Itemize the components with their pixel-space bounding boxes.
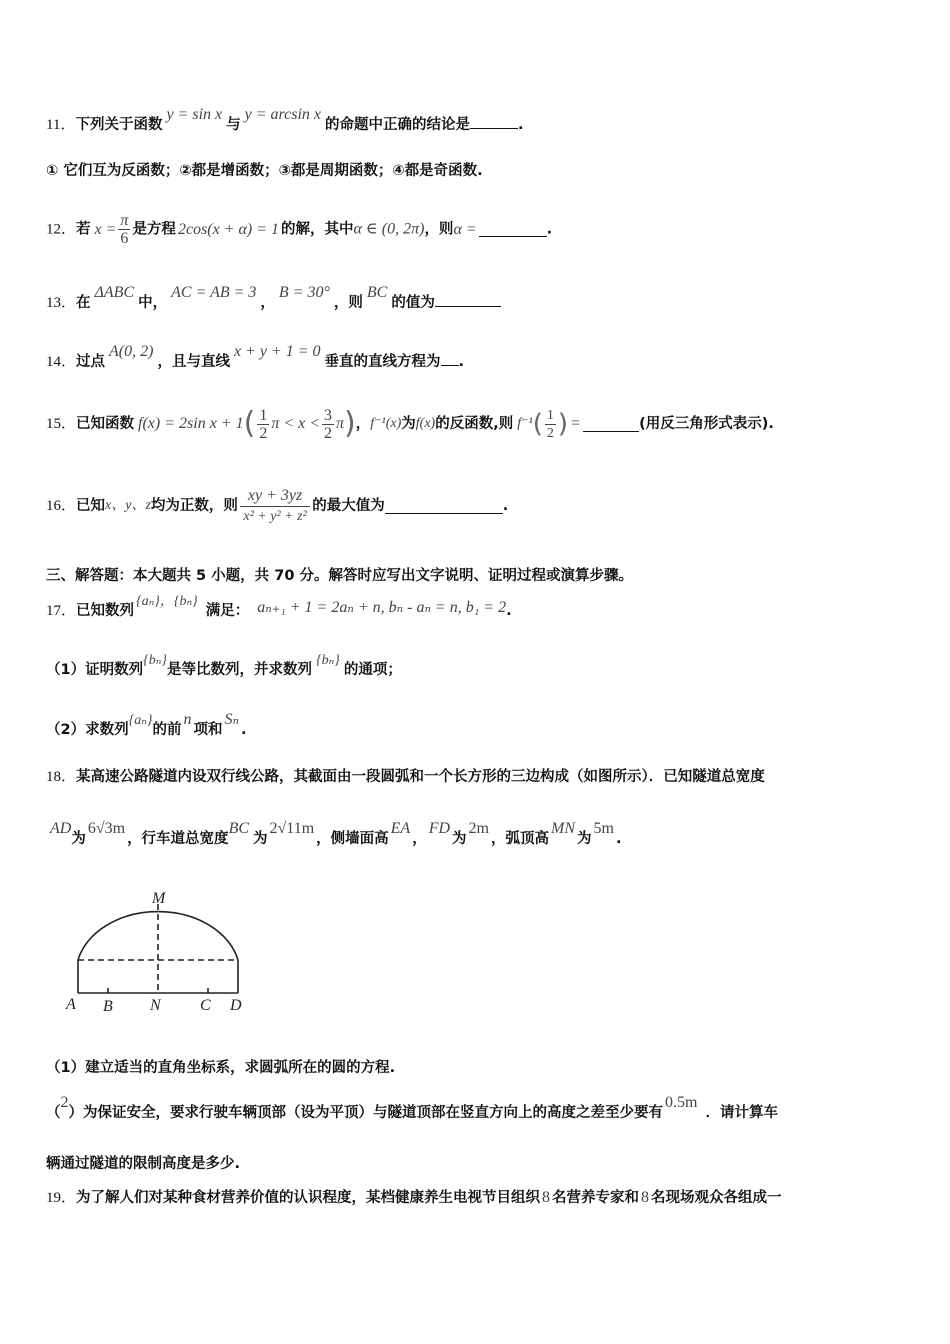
q15-function: f(x) = 2sin x + 1	[138, 415, 244, 432]
q15-frac3-den: 2	[546, 425, 554, 441]
q17-p2-n: n	[183, 711, 192, 728]
q18-w5: ，	[412, 831, 427, 847]
q17-relation: aₙ₊₁ + 1 = 2aₙ + n, bₙ - aₙ = n, b₁ = 2	[257, 599, 507, 616]
q12-text1: 若	[76, 221, 91, 238]
q15-text4: (用反三角形式表示).	[639, 416, 774, 432]
q17-end: .	[506, 603, 512, 619]
q11-formula-arcsin: y = arcsin x	[244, 106, 322, 123]
q13-text1: 在	[76, 295, 91, 311]
q15-frac2	[322, 407, 334, 442]
q11-options: ① 它们互为反函数；②都是增函数；③都是周期函数；④都是奇函数.	[46, 163, 483, 179]
q18-part2-cont: 辆通过隧道的限制高度是多少.	[46, 1156, 241, 1172]
q15-text1: 已知函数	[76, 416, 135, 432]
q13-bc: BC	[366, 284, 388, 301]
q18-w7: ，弧顶高	[490, 831, 549, 847]
q18-p2-text2: ．请计算车	[705, 1105, 778, 1121]
q18-w3: 为	[253, 831, 268, 847]
q16-answer-blank[interactable]	[385, 499, 503, 514]
q15-text3: 的反函数,则	[435, 416, 514, 432]
q15-number: 15．	[46, 416, 77, 432]
q16-line	[46, 484, 508, 528]
q14-text3: 垂直的直线方程为	[324, 354, 441, 370]
q15-frac3-num: 1	[546, 407, 554, 423]
q12-text4: ，则	[424, 221, 454, 238]
q17-p2-sn: Sₙ	[224, 711, 239, 728]
q16-variables: x、y、z	[105, 498, 151, 513]
q18-fd: FD	[428, 820, 451, 837]
q16-fraction	[240, 486, 310, 527]
q17-text2: 满足：	[205, 603, 250, 619]
q11-end: .	[518, 117, 524, 133]
q15-line	[46, 402, 774, 446]
q18-p2-num: 2	[60, 1094, 69, 1111]
q17-line	[46, 594, 512, 622]
q18-mn: MN	[550, 820, 575, 837]
q12-frac-num: π	[120, 212, 129, 229]
q19-number: 19．	[46, 1190, 77, 1206]
q14-text1: 过点	[76, 354, 106, 370]
q17-p2-an: {aₙ}	[128, 713, 153, 728]
q15-frac2-num: 3	[324, 406, 333, 424]
q16-end: .	[502, 498, 509, 514]
q12-answer-blank[interactable]	[479, 222, 547, 237]
q15-left-paren2: (	[532, 409, 543, 439]
q12-x-eq: x =	[94, 220, 117, 238]
q18-ad: AD	[50, 820, 72, 837]
q12-number: 12．	[46, 221, 77, 238]
q15-comma: ，	[355, 416, 371, 432]
q17-p1-text2: 是等比数列，并求数列	[166, 662, 312, 678]
q14-line	[46, 343, 465, 372]
q18-w1: 为	[71, 831, 86, 847]
q13-text4: 的值为	[391, 295, 435, 311]
q18-part2	[46, 1094, 778, 1123]
q17-p1-text3: 的通项；	[343, 662, 402, 678]
q17-text1: 已知数列	[76, 603, 135, 619]
q18-part1: （1）建立适当的直角坐标系，求圆弧所在的圆的方程.	[46, 1060, 396, 1076]
q12-line	[46, 212, 552, 252]
q11-text1: 下列关于函数	[75, 117, 163, 133]
q14-text2: ，且与直线	[157, 354, 230, 370]
q18-w6: 为	[452, 831, 467, 847]
q13-number: 13．	[46, 295, 77, 311]
q12-condition: α ∈ (0, 2π)	[353, 220, 425, 238]
q12-frac-den: 6	[120, 230, 129, 247]
q15-middle: π < x <	[271, 415, 321, 432]
q15-fx: f(x)	[415, 416, 436, 431]
q15-frac1-den: 2	[259, 424, 268, 442]
q15-frac3	[545, 407, 556, 442]
label-a: A	[66, 996, 76, 1013]
q18-p2-text: ）为保证安全，要求行驶车辆顶部（设为平顶）与隧道顶部在竖直方向上的高度之差至少要有	[68, 1105, 663, 1121]
q15-left-paren: (	[243, 406, 256, 441]
q12-fraction	[118, 212, 130, 247]
q18-line2	[46, 820, 622, 849]
q15-pi: π	[336, 415, 345, 432]
q12-alpha: α =	[453, 220, 477, 238]
q18-number: 18．	[46, 769, 77, 785]
tunnel-diagram	[58, 886, 258, 1016]
q17-p1-bn: {bₙ}	[143, 653, 167, 668]
q14-answer-blank[interactable]	[441, 351, 459, 366]
q15-frac1-num: 1	[259, 406, 268, 424]
q18-ea: EA	[390, 820, 411, 837]
q17-part1	[46, 653, 402, 681]
q12-text3: 的解，其中	[281, 221, 354, 238]
q16-frac-den: x² + y² + z²	[243, 508, 307, 524]
q16-frac-num: xy + 3yz	[240, 486, 310, 507]
label-n: N	[150, 997, 161, 1014]
q19-text2: 名营养专家和	[552, 1190, 640, 1206]
q11-line	[46, 106, 524, 135]
q14-point: A(0, 2)	[109, 343, 154, 360]
q18-ad-value: 6√3m	[87, 820, 126, 837]
q18-w4: ，侧墙面高	[316, 831, 389, 847]
q18-line1	[46, 767, 765, 787]
q11-answer-blank[interactable]	[470, 114, 518, 129]
q11-text3: 的命题中正确的结论是	[325, 117, 471, 133]
q17-p2-text3: 项和	[193, 722, 223, 738]
q19-eight2: 8	[641, 1189, 650, 1206]
q14-end: .	[458, 354, 465, 370]
q15-frac1	[257, 407, 269, 442]
q15-finverse2: f⁻¹	[517, 416, 533, 431]
q15-answer-blank[interactable]	[583, 417, 639, 432]
q13-triangle: ΔABC	[94, 284, 135, 301]
label-d: D	[230, 997, 242, 1014]
q17-p2-text1: （2）求数列	[46, 722, 129, 738]
q19-eight1: 8	[542, 1189, 551, 1206]
q17-number: 17．	[46, 603, 77, 619]
q15-right-paren2: )	[557, 409, 569, 439]
q15-right-paren: )	[344, 406, 356, 441]
q19-text3: 名现场观众各组成一	[651, 1190, 782, 1206]
q19-line	[46, 1188, 782, 1208]
q15-finverse: f⁻¹(x)	[370, 416, 402, 431]
q14-number: 14．	[46, 354, 77, 370]
q13-text3: ，则	[333, 295, 363, 311]
q18-mn-value: 5m	[593, 820, 614, 837]
q13-cond2: B = 30°	[278, 284, 330, 301]
q18-p2-value: 0.5m	[665, 1094, 698, 1111]
q15-equals: =	[571, 415, 581, 432]
q18-w2: ，行车道总宽度	[127, 831, 229, 847]
q18-text1: 某高速公路隧道内设双行线公路，其截面由一段圆弧和一个长方形的三边构成（如图所示）．已知隧道总宽度	[76, 769, 765, 785]
q15-text2: 为	[401, 416, 416, 432]
q18-p2-open: （	[46, 1105, 61, 1121]
q16-text3: 的最大值为	[312, 498, 385, 514]
q13-answer-blank[interactable]	[435, 292, 501, 307]
q17-p1-bn2: {bₙ}	[315, 653, 340, 668]
q16-number: 16．	[46, 498, 77, 514]
q17-p2-end: .	[240, 722, 247, 738]
section-3-heading: 三、解答题：本大题共 5 小题，共 70 分。解答时应写出文字说明、证明过程或演算步骤。	[46, 568, 633, 584]
q12-equation: 2cos(x + α) = 1	[177, 220, 280, 238]
q13-text2: 中，	[138, 295, 168, 311]
q18-fd-value: 2m	[468, 820, 489, 837]
q15-frac2-den: 2	[324, 424, 333, 442]
q12-text2: 是方程	[132, 221, 176, 238]
q14-line-eq: x + y + 1 = 0	[233, 343, 321, 360]
q16-text2: 均为正数，则	[150, 498, 238, 514]
q11-formula-sin: y = sin x	[166, 106, 223, 123]
q11-text2: 与	[226, 117, 241, 133]
label-c: C	[200, 997, 211, 1014]
q17-part2	[46, 711, 247, 741]
q11-number: 11．	[46, 117, 76, 133]
q12-end: .	[546, 221, 553, 238]
q13-comma: ，	[260, 295, 275, 311]
q18-w8: 为	[576, 831, 592, 847]
q18-bc: BC	[228, 820, 250, 837]
label-m: M	[152, 890, 166, 907]
q17-sequences: {aₙ}，{bₙ}	[136, 594, 198, 609]
q16-text1: 已知	[76, 498, 106, 514]
q17-p1-text1: （1）证明数列	[46, 662, 144, 678]
q13-line	[46, 284, 501, 313]
label-b: B	[103, 998, 113, 1015]
q17-p2-text2: 的前	[152, 722, 182, 738]
q18-w9: .	[615, 831, 622, 847]
q19-text1: 为了解人们对某种食材营养价值的认识程度，某档健康养生电视节目组织	[76, 1190, 541, 1206]
q13-cond1: AC = AB = 3	[171, 284, 257, 301]
q18-bc-value: 2√11m	[269, 820, 315, 837]
